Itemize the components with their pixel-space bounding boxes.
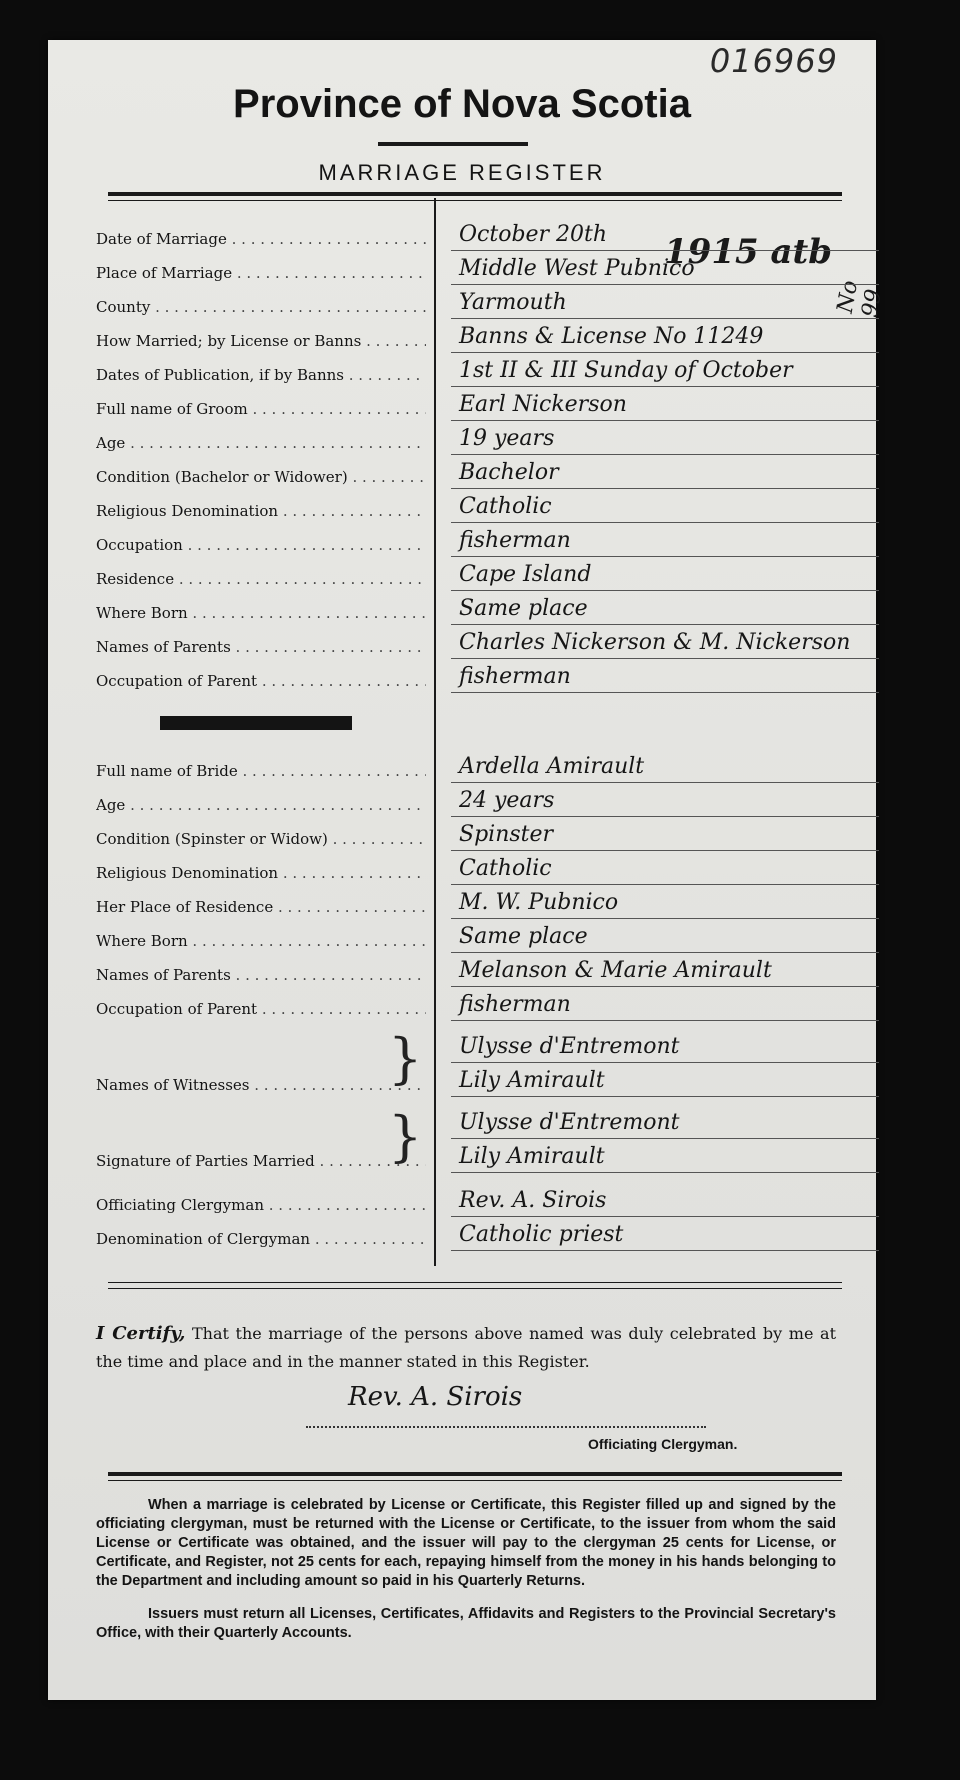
field-label: Place of Marriage . . . [96, 264, 426, 282]
instruction-paragraph: Issuers must return all Licenses, Certificates, Affidavits and Registers to the Provincial Secretary's Office, with their Quarterly Accounts. [96, 1606, 836, 1641]
witness-value: Lily Amirault [451, 1066, 879, 1097]
form-row [96, 1186, 856, 1220]
field-label: Names of Witnesses . . . [96, 1076, 426, 1094]
form-row [96, 560, 856, 594]
year-annotation: 1915 atb [664, 232, 832, 272]
field-label: Age . . . [96, 434, 426, 452]
field-label: Dates of Publication, if by Banns . . . [96, 366, 426, 384]
witness-value: Ulysse d'Entremont [451, 1032, 879, 1063]
field-label: Religious Denomination . . . [96, 502, 426, 520]
top-rule [108, 192, 842, 196]
witness-brace: } [388, 1027, 423, 1090]
form-row [96, 254, 856, 288]
field-label: Age . . . [96, 796, 426, 814]
form-row [96, 526, 856, 560]
form-row [96, 322, 856, 356]
field-value: fisherman [451, 990, 879, 1021]
field-value: Melanson & Marie Amirault [451, 956, 879, 987]
field-value: Same place [451, 922, 879, 953]
field-label: Officiating Clergyman . . . [96, 1196, 426, 1214]
field-value: Spinster [451, 820, 879, 851]
form-row [96, 1108, 856, 1142]
form-row [96, 1032, 856, 1066]
field-value: Banns & License No 11249 [451, 322, 879, 353]
certify-rule-top-2 [108, 1288, 842, 1289]
form-row [96, 854, 856, 888]
form-row [96, 752, 856, 786]
field-label: Religious Denomination . . . [96, 864, 426, 882]
margin-annotation: No 99 [832, 278, 887, 320]
field-label: Full name of Groom . . . [96, 400, 426, 418]
form-row [96, 820, 856, 854]
document-number: 016969 [709, 42, 838, 80]
field-label: Occupation of Parent . . . [96, 1000, 426, 1018]
form-row [96, 628, 856, 662]
field-value: Rev. A. Sirois [451, 1186, 879, 1217]
instruction-paragraph: When a marriage is celebrated by License or Certificate, this Register filled up and signed by the officiating clergyman, must be returned with the License or Certificate, to the issuer from whom the said License or Certificate was obtained, and the issuer will pay to the clergyman 25 cents for License, or Certificate, and Register, not 25 cents for each, repaying himself from the money in his hands belonging to the Department and including amount so paid in his Quarterly Returns. [96, 1497, 836, 1589]
signature-caption: Officiating Clergyman. [588, 1436, 738, 1452]
instructions [96, 1496, 836, 1657]
field-value: Charles Nickerson & M. Nickerson [451, 628, 879, 659]
form-row [96, 1066, 856, 1100]
field-label: Date of Marriage . . . [96, 230, 426, 248]
field-value: M. W. Pubnico [451, 888, 879, 919]
form-row [96, 492, 856, 526]
field-value: Bachelor [451, 458, 879, 489]
field-label: Occupation of Parent . . . [96, 672, 426, 690]
field-value: October 20th [451, 220, 879, 251]
field-value: 24 years [451, 786, 879, 817]
field-label: Names of Parents . . . [96, 966, 426, 984]
field-label: Her Place of Residence . . . [96, 898, 426, 916]
title-rule [378, 142, 528, 146]
field-label: How Married; by License or Banns . . . [96, 332, 426, 350]
certify-body: That the marriage of the persons above named was duly celebrated by me at the time and place and in the manner stated in this Register. [96, 1324, 836, 1371]
field-value: Catholic [451, 854, 879, 885]
field-value: 1st II & III Sunday of October [451, 356, 879, 387]
signature-value: Ulysse d'Entremont [451, 1108, 879, 1139]
certify-rule-top [108, 1282, 842, 1283]
form-row [96, 288, 856, 322]
field-label: Condition (Bachelor or Widower) . . . [96, 468, 426, 486]
notes-rule [108, 1472, 842, 1476]
form-row [96, 1142, 856, 1176]
field-label: Where Born . . . [96, 604, 426, 622]
form-row [96, 1220, 856, 1254]
field-label: Occupation . . . [96, 536, 426, 554]
notes-rule-thin [108, 1480, 842, 1481]
section-separator [160, 716, 352, 730]
field-value: Middle West Pubnico [451, 254, 879, 285]
certify-lead: I Certify, [96, 1323, 186, 1344]
form-row [96, 956, 856, 990]
form-row [96, 990, 856, 1024]
form-row [96, 390, 856, 424]
field-value: Earl Nickerson [451, 390, 879, 421]
form-row [96, 220, 856, 254]
form-row [96, 888, 856, 922]
field-value: Yarmouth [451, 288, 879, 319]
form-row [96, 922, 856, 956]
clergy-signature: Rev. A. Sirois [348, 1382, 523, 1412]
field-value: 19 years [451, 424, 879, 455]
field-label: Residence . . . [96, 570, 426, 588]
field-label: Signature of Parties Married . . . [96, 1152, 426, 1170]
form-row [96, 662, 856, 696]
field-value: fisherman [451, 662, 879, 693]
field-label: Names of Parents . . . [96, 638, 426, 656]
signature-brace: } [388, 1105, 423, 1168]
certification-text [96, 1320, 836, 1376]
form-row [96, 424, 856, 458]
field-label: County . . . [96, 298, 426, 316]
field-value: Catholic priest [451, 1220, 879, 1251]
form-row [96, 594, 856, 628]
page-subtitle: MARRIAGE REGISTER [318, 160, 606, 185]
form-row [96, 458, 856, 492]
form-row [96, 786, 856, 820]
field-value: Cape Island [451, 560, 879, 591]
register-page [48, 40, 887, 1700]
field-label: Denomination of Clergyman . . . [96, 1230, 426, 1248]
field-value: Catholic [451, 492, 879, 523]
field-value: fisherman [451, 526, 879, 557]
field-label: Condition (Spinster or Widow) . . . [96, 830, 426, 848]
field-label: Full name of Bride . . . [96, 762, 426, 780]
field-label: Where Born . . . [96, 932, 426, 950]
signature-value: Lily Amirault [451, 1142, 879, 1173]
form-row [96, 356, 856, 390]
top-rule-thin [108, 200, 842, 201]
field-value: Same place [451, 594, 879, 625]
field-value: Ardella Amirault [451, 752, 879, 783]
page-title: Province of Nova Scotia [233, 82, 691, 126]
